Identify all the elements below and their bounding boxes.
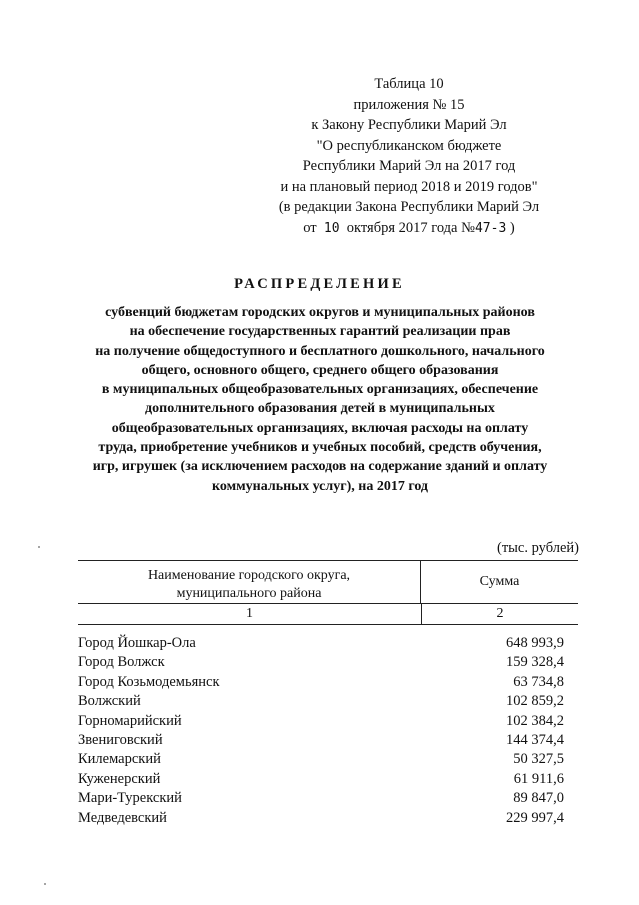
row-amount: 144 374,4 (506, 731, 564, 748)
table-row (78, 770, 564, 789)
amendment-suffix: ) (509, 219, 515, 236)
header-line: и на плановый период 2018 и 2019 годов" (280, 178, 538, 195)
header-line: к Закону Республики Марий Эл (311, 117, 507, 133)
column-header-line: муниципального района (176, 586, 322, 601)
row-name: Звениговский (78, 731, 163, 748)
header-line: "О республиканском бюджете (316, 137, 502, 154)
column-number-2: 2 (496, 606, 504, 621)
document-header (239, 74, 579, 239)
header-line: (в редакции Закона Республики Марий Эл (278, 199, 540, 215)
row-amount: 50 327,5 (513, 751, 564, 768)
column-number-row (78, 603, 578, 625)
row-name: Город Козьмодемьянск (78, 673, 220, 690)
row-name: Горномарийский (78, 712, 182, 729)
table-row (78, 731, 564, 750)
table-header (78, 560, 578, 625)
description-line: общеобразовательных организациях, включая расходы на оплату (111, 420, 529, 436)
row-amount: 159 328,4 (506, 654, 564, 671)
table-row (78, 712, 564, 731)
column-number-1: 1 (78, 604, 422, 624)
scan-speck (38, 546, 40, 548)
table-body (78, 634, 564, 828)
row-name: Мари-Турекский (78, 790, 182, 807)
row-name: Килемарский (78, 751, 161, 768)
table-row (78, 673, 564, 692)
table-row (78, 809, 564, 828)
header-line: приложения № 15 (353, 96, 465, 113)
header-row (78, 560, 578, 603)
description-line: субвенций бюджетам городских округов и муниципальных районов (105, 305, 535, 320)
row-name: Город Йошкар-Ола (78, 635, 196, 651)
row-amount: 229 997,4 (506, 809, 564, 826)
units-label: (тыс. рублей) (497, 540, 579, 556)
description-line: труда, приобретение учебников и учебных пособий, средств обучения, (98, 440, 542, 456)
row-amount: 102 384,2 (506, 712, 564, 729)
column-header-amount: Сумма (479, 574, 520, 589)
header-line: Таблица 10 (374, 76, 444, 92)
document-description (70, 303, 570, 496)
description-line: игр, игрушек (за исключением расходов на содержание зданий и оплату (92, 459, 548, 475)
amendment-month-year: октября 2017 года № (346, 219, 475, 236)
description-line: в муниципальных общеобразовательных организациях, обеспечение (101, 382, 539, 398)
table-row (78, 634, 564, 653)
column-header-line: Наименование городского округа, (147, 568, 351, 583)
description-line: на получение общедоступного и бесплатного дошкольного, начального (95, 343, 545, 359)
row-amount: 102 859,2 (506, 693, 564, 710)
table-row (78, 789, 564, 808)
table-row (78, 692, 564, 711)
table-row (78, 750, 564, 769)
amendment-line (239, 218, 579, 240)
amendment-day: 10 (323, 220, 340, 236)
row-name: Город Волжск (78, 654, 165, 671)
row-amount: 89 847,0 (513, 790, 564, 807)
scan-speck (44, 883, 46, 885)
row-name: Медведевский (78, 809, 167, 826)
table-row (78, 653, 564, 672)
description-line: дополнительного образования детей в муниципальных (145, 401, 495, 417)
amendment-number: 47-З (474, 220, 507, 236)
row-name: Волжский (78, 693, 141, 710)
column-header-name (78, 561, 421, 603)
row-name: Куженерский (78, 770, 161, 787)
amendment-prefix: от (303, 219, 317, 236)
row-amount: 61 911,6 (513, 770, 564, 787)
description-line: общего, основного общего, среднего общего образования (141, 362, 499, 378)
header-line: Республики Марий Эл на 2017 год (302, 158, 516, 174)
row-amount: 63 734,8 (513, 673, 564, 690)
document-title: РАСПРЕДЕЛЕНИЕ (234, 276, 405, 292)
row-amount: 648 993,9 (506, 635, 564, 651)
description-line: на обеспечение государственных гарантий реализации прав (129, 324, 511, 340)
description-line: коммунальных услуг), на 2017 год (211, 478, 429, 494)
